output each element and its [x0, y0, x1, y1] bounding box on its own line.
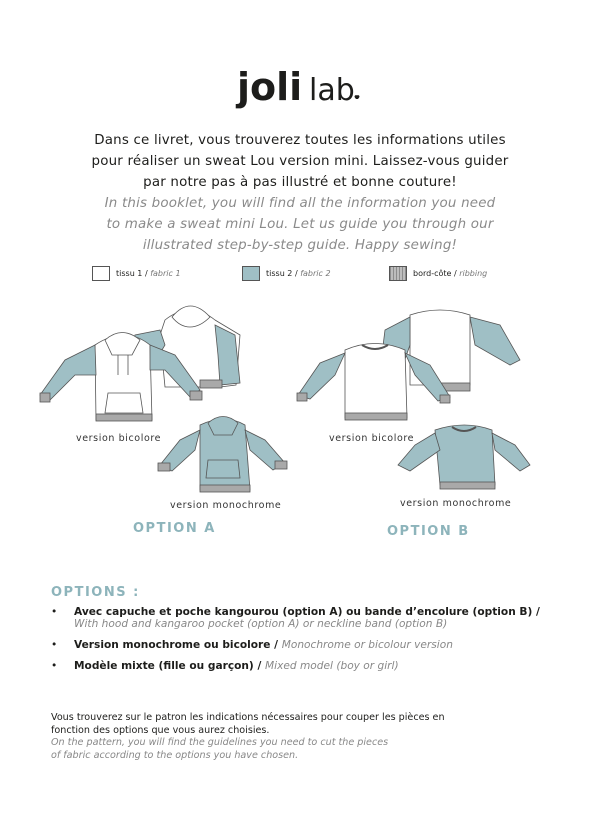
footer-en-line: of fabric according to the options you have chosen.: [51, 749, 299, 761]
legend-fr: tissu 1 /: [116, 269, 151, 278]
brand-logo: [0, 62, 600, 118]
intro-en-line: to make a sweat mini Lou. Let us guide you through our: [106, 217, 494, 232]
option-fr: Version monochrome ou bicolore /: [74, 639, 282, 651]
label-a-bicolore: version bicolore: [76, 433, 162, 444]
legend-en: ribbing: [459, 269, 488, 278]
legend-item-fabric1: [92, 266, 181, 281]
illustrations: [0, 295, 600, 545]
intro-en-line: illustrated step-by-step guide. Happy sewing!: [142, 238, 458, 253]
option-fr: Modèle mixte (fille ou garçon) /: [74, 660, 266, 672]
legend-item-fabric2: [242, 266, 331, 281]
footer-fr-line: fonction des options que vous aurez choisies.: [51, 724, 270, 736]
list-item: [51, 606, 551, 630]
option-b-title: OPTION B: [387, 524, 470, 539]
sweat-monochrome: [398, 425, 530, 489]
intro-text: [0, 130, 600, 256]
option-en: Mixed model (boy or girl): [265, 660, 399, 672]
legend-fr: bord-côte /: [413, 269, 460, 278]
fabric-legend: [0, 266, 600, 286]
bullet-icon: •: [51, 660, 58, 672]
bullet-icon: •: [51, 639, 58, 651]
intro-fr-line: par notre pas à pas illustré et bonne couture!: [143, 175, 457, 190]
bullet-icon: •: [51, 606, 58, 618]
footer-text: [51, 712, 551, 762]
intro-fr-line: pour réaliser un sweat Lou version mini. Laissez-vous guider: [91, 154, 509, 169]
logo-joli: joli: [237, 65, 303, 109]
option-fr: Avec capuche et poche kangourou (option A) ou bande d’encolure (option B) /: [74, 606, 540, 618]
option-en: Monochrome or bicolour version: [281, 639, 453, 651]
list-item: [51, 660, 551, 672]
swatch-fabric2: [242, 266, 260, 281]
legend-item-ribbing: [389, 266, 487, 281]
swatch-ribbing: [389, 266, 407, 281]
swatch-fabric1: [92, 266, 110, 281]
hoodie-monochrome: [158, 417, 287, 493]
intro-en-line: In this booklet, you will find all the information you need: [104, 196, 496, 211]
list-item: [51, 639, 551, 651]
option-en: With hood and kangaroo pocket (option A) or neckline band (option B): [74, 618, 448, 630]
logo-lab: lab: [309, 73, 355, 108]
options-list: [51, 606, 551, 681]
label-b-bicolore: version bicolore: [329, 433, 415, 444]
options-heading: OPTIONS :: [51, 585, 140, 600]
footer-en-line: On the pattern, you will find the guidelines you need to cut the pieces: [51, 737, 389, 748]
legend-fr: tissu 2 /: [266, 269, 301, 278]
intro-fr-line: Dans ce livret, vous trouverez toutes les informations utiles: [94, 133, 506, 148]
joli-lab-logo: [235, 62, 365, 114]
heart-icon: [355, 95, 360, 99]
option-a-title: OPTION A: [133, 521, 216, 536]
legend-en: fabric 2: [300, 269, 331, 278]
label-a-monochrome: version monochrome: [170, 500, 282, 511]
label-b-monochrome: version monochrome: [400, 498, 512, 509]
legend-en: fabric 1: [150, 269, 181, 278]
footer-fr-line: Vous trouverez sur le patron les indications nécessaires pour couper les pièces en: [51, 712, 445, 723]
